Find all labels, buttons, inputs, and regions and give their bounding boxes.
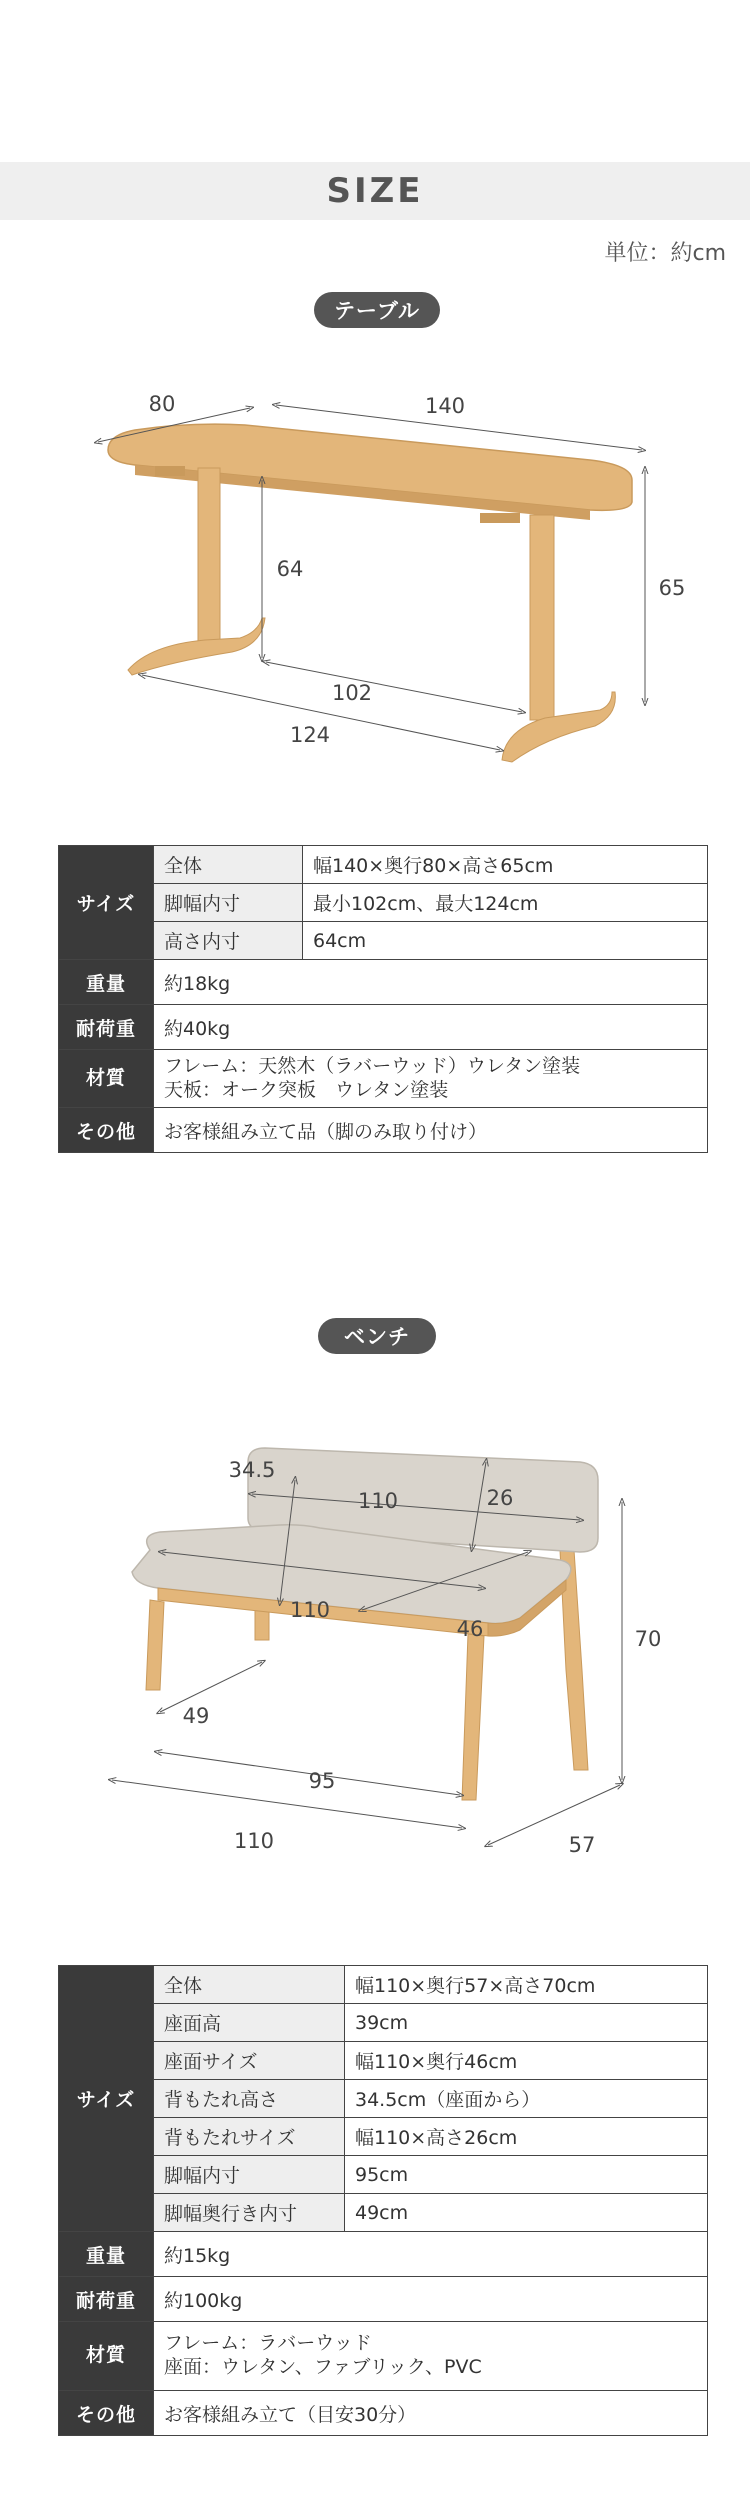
material-line: フレーム：ラバーウッド xyxy=(164,2332,372,2355)
spec-label: 背もたれサイズ xyxy=(154,2118,345,2156)
dim-height: 65 xyxy=(658,576,686,600)
spec-label: 全体 xyxy=(154,846,303,884)
other-header: その他 xyxy=(59,1108,154,1153)
dim-leg-inner-min: 102 xyxy=(331,681,373,705)
spec-label: 脚幅内寸 xyxy=(154,884,303,922)
spec-label: 脚幅内寸 xyxy=(154,2156,345,2194)
weight-value: 約18kg xyxy=(154,960,708,1005)
spec-value: 95cm xyxy=(345,2156,708,2194)
material-value xyxy=(154,1050,708,1108)
load-header: 耐荷重 xyxy=(59,1005,154,1050)
dim-back-depth: 26 xyxy=(486,1486,514,1510)
right-foot xyxy=(502,692,615,762)
front-leg-right xyxy=(462,1634,484,1800)
size-header: サイズ xyxy=(59,846,154,960)
bench-spec xyxy=(58,1965,708,2436)
unit-note: 単位：約cm xyxy=(604,241,726,266)
spec-label: 全体 xyxy=(154,1966,345,2004)
section-title: SIZE xyxy=(0,162,750,220)
spec-value: 幅110×奥行57×高さ70cm xyxy=(345,1966,708,2004)
spec-value: 幅110×高さ26cm xyxy=(345,2118,708,2156)
table-spec xyxy=(58,845,708,1153)
size-header: サイズ xyxy=(59,1966,154,2232)
spec-value: 幅110×奥行46cm xyxy=(345,2042,708,2080)
spec-label: 脚幅奥行き内寸 xyxy=(154,2194,345,2232)
bench-label-pill: ベンチ xyxy=(318,1318,436,1354)
weight-value: 約15kg xyxy=(154,2232,708,2277)
dim-leg-width-inner: 95 xyxy=(308,1769,336,1793)
bench-diagram xyxy=(0,1440,750,1900)
table-diagram xyxy=(0,350,750,790)
dim-back-width: 110 xyxy=(357,1489,399,1513)
other-value: お客様組み立て（目安30分） xyxy=(154,2391,708,2436)
dim-depth: 80 xyxy=(148,392,176,416)
spec-value: 64cm xyxy=(303,922,708,960)
spec-label: 座面サイズ xyxy=(154,2042,345,2080)
material-line: 天板：オーク突板 ウレタン塗装 xyxy=(164,1078,449,1101)
dim-under-height: 64 xyxy=(276,557,304,581)
dim-width: 110 xyxy=(233,1829,275,1853)
weight-header: 重量 xyxy=(59,2232,154,2277)
spec-value: 39cm xyxy=(345,2004,708,2042)
spec-label: 背もたれ高さ xyxy=(154,2080,345,2118)
dim-depth: 57 xyxy=(568,1833,596,1857)
load-value: 約40kg xyxy=(154,1005,708,1050)
dim-height: 70 xyxy=(634,1627,662,1651)
dim-back-height: 34.5 xyxy=(228,1458,276,1482)
spec-value: 最小102cm、最大124cm xyxy=(303,884,708,922)
material-header: 材質 xyxy=(59,1050,154,1108)
dim-leg-depth-inner: 49 xyxy=(182,1704,210,1728)
front-leg-left xyxy=(146,1600,164,1690)
spec-label: 高さ内寸 xyxy=(154,922,303,960)
dim-width: 140 xyxy=(424,394,466,418)
other-value: お客様組み立て品（脚のみ取り付け） xyxy=(154,1108,708,1153)
right-leg xyxy=(530,515,554,720)
left-leg xyxy=(198,468,220,646)
dim-seat-width: 110 xyxy=(289,1598,331,1622)
spec-value: 34.5cm（座面から） xyxy=(345,2080,708,2118)
dim-leg-inner-max: 124 xyxy=(289,723,331,747)
material-header: 材質 xyxy=(59,2322,154,2391)
other-header: その他 xyxy=(59,2391,154,2436)
dim-seat-depth: 46 xyxy=(456,1617,484,1641)
spec-label: 座面高 xyxy=(154,2004,345,2042)
load-header: 耐荷重 xyxy=(59,2277,154,2322)
left-foot xyxy=(128,618,265,675)
weight-header: 重量 xyxy=(59,960,154,1005)
spec-value: 幅140×奥行80×高さ65cm xyxy=(303,846,708,884)
table-label-pill: テーブル xyxy=(314,292,440,328)
spec-value: 49cm xyxy=(345,2194,708,2232)
material-line: フレーム：天然木（ラバーウッド）ウレタン塗装 xyxy=(164,1054,581,1077)
load-value: 約100kg xyxy=(154,2277,708,2322)
material-value xyxy=(154,2322,708,2391)
material-line: 座面：ウレタン、ファブリック、PVC xyxy=(164,2356,482,2378)
